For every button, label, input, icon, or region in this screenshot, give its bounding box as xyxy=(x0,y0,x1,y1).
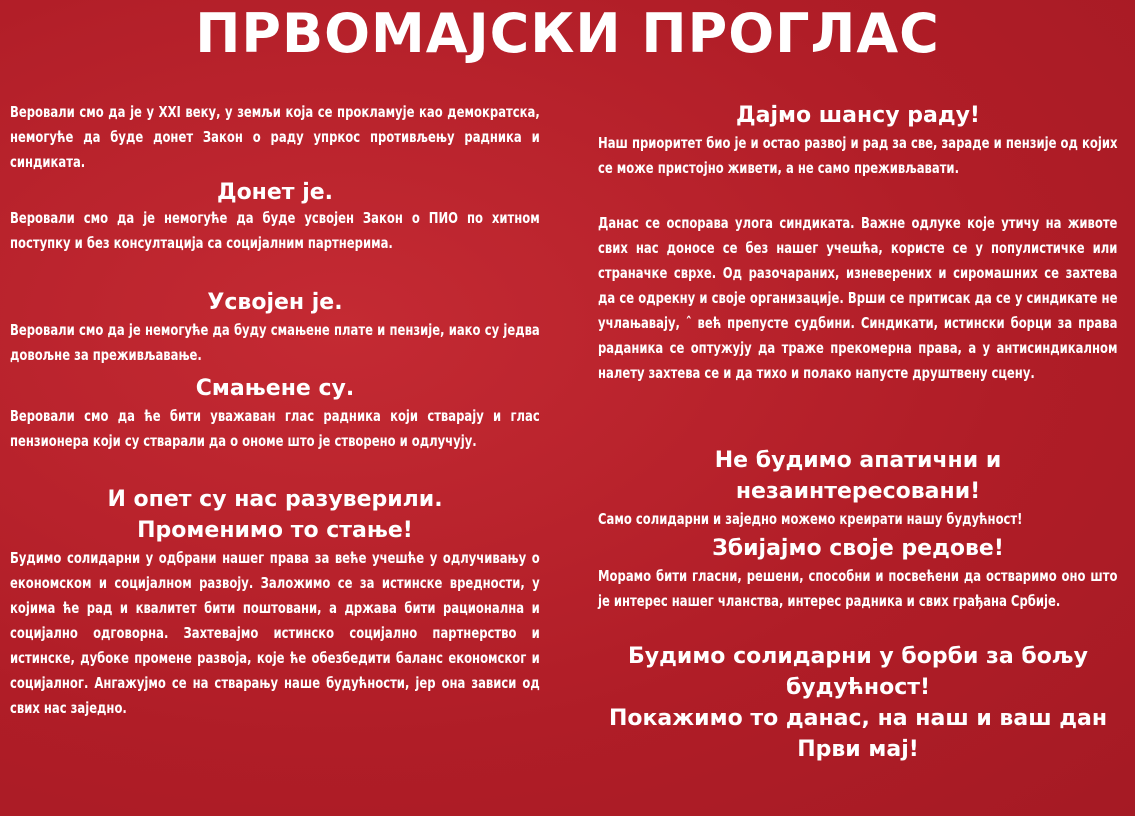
heading: Променимо то стање! xyxy=(137,518,413,543)
heading: Смањене су. xyxy=(195,376,355,401)
paragraph: Веровали смо да је немогуће да буде усвојен Закон о ПИО по хитном поступку и без консултација са социјалним партнерима. xyxy=(10,209,540,252)
heading: Дајмо шансу раду! xyxy=(736,103,980,128)
paragraph: Данас се оспорава улога синдиката. Важне одлуке које утичу на животе свих нас доносе се без нашег учешћа, користе се у популистичке или страначке сврхе. Од разочараних, изневерених и сиромашних се захтева да се одрекну и своје организације. Врши се притисак да се у синдикате не учлањавају, ˆ већ препусте судбини. Синдикати, истински борци за права раданика се оптужују да траже прекомерна права, а у антисиндикалном налету захтева се и да тихо и полако напусте друштвену сцену. xyxy=(598,214,1118,382)
left-column xyxy=(10,100,540,721)
paragraph: Веровали смо да ће бити уважаван глас радника који стварају и глас пензионера који су стварали да о ономе што је створено и одлучују. xyxy=(10,407,540,450)
paragraph: Наш приоритет био је и остао развој и рад за све, зараде и пензије од којих се може пристојно живети, а не само преживљавати. xyxy=(598,134,1118,177)
heading: Покажимо то данас, на наш и ваш дан xyxy=(608,706,1108,731)
heading: И опет су нас разуверили. xyxy=(107,487,443,512)
heading: Збијајмо своје редове! xyxy=(712,536,1004,561)
heading: Не будимо апатични и xyxy=(714,448,1002,473)
paragraph: Веровали смо да је немогуће да буду смањене плате и пензије, иако су једва довољне за преживљавање. xyxy=(10,321,540,364)
page-title: ПРВОМАЈСКИ ПРОГЛАС xyxy=(195,2,940,65)
heading: Донет је. xyxy=(216,180,334,205)
paragraph: Само солидарни и заједно можемо креирати нашу будућност! xyxy=(598,510,1023,528)
right-column xyxy=(598,100,1118,765)
heading: Будимо солидарни у борби за бољу xyxy=(628,644,1088,669)
paragraph: Будимо солидарни у одбрани нашег права за веће учешће у одлучивању о економском и социјалном развоју. Заложимо се за истинске вредности, у којима ће рад и квалитет бити поштовани, а држава бити рационална и социјално одговорна. Захтевајмо истинско социјално партнерство и истинске, дубоке промене развоја, које ће обезбедити баланс економског и социјалног. Ангажујмо се на стварању наше будућности, јер она зависи од свих нас заједно. xyxy=(10,549,540,717)
heading: будућност! xyxy=(785,675,931,700)
paragraph: Веровали смо да је у XXI веку, у земљи која се прокламује као демократска, немогуће да буде донет Закон о раду упркос противљењу радника и синдиката. xyxy=(10,103,540,171)
heading: Први мај! xyxy=(797,737,919,762)
heading: Усвојен је. xyxy=(207,290,343,315)
paragraph: Морамо бити гласни, решени, способни и посвећени да остваримо оно што је интерес нашег чланства, интерес радника и свих грађана Србије. xyxy=(598,567,1118,610)
heading: незаинтересовани! xyxy=(735,479,981,504)
